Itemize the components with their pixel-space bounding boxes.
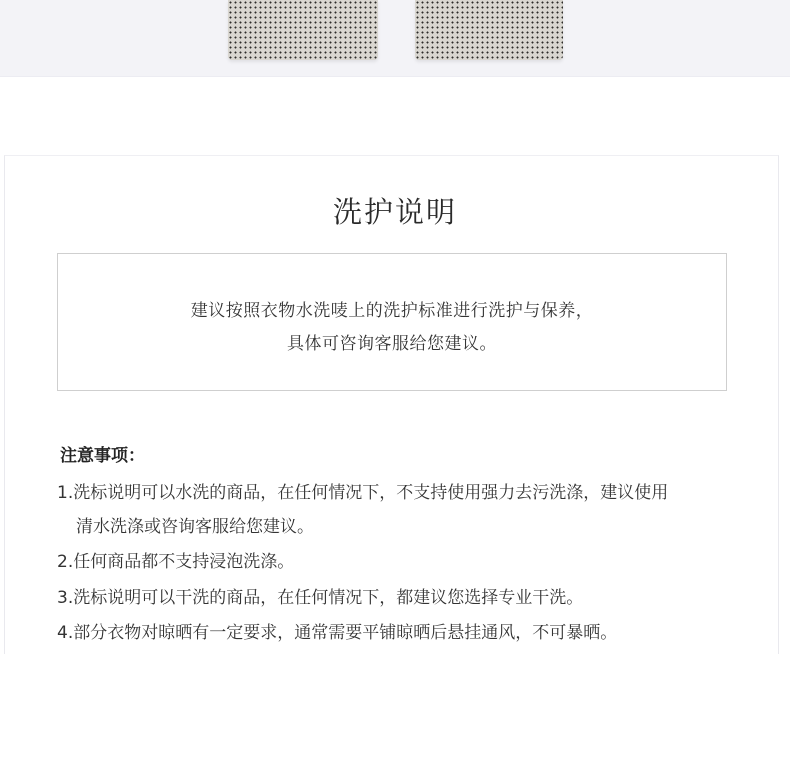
note-item-2: 2.任何商品都不支持浸泡洗涤。 [57,552,295,572]
note-item-1-continued: 清水洗涤或咨询客服给您建议。 [76,517,314,537]
section-title: 洗护说明 [332,195,457,229]
note-item-3: 3.洗标说明可以干洗的商品，在任何情况下，都建议您选择专业干洗。 [57,588,584,608]
note-item-1: 1.洗标说明可以水洗的商品，在任何情况下，不支持使用强力去污洗涤，建议使用 [57,483,669,503]
trouser-leg-right-image [415,0,563,60]
care-advice-box [57,253,727,391]
notes-heading: 注意事项： [60,446,145,466]
trouser-leg-left-image [228,0,378,60]
care-advice-line-1: 建议按照衣物水洗唛上的洗护标准进行洗护与保养， [190,301,594,321]
product-photo-band [0,0,790,77]
care-advice-line-2: 具体可咨询客服给您建议。 [287,334,497,354]
note-item-4: 4.部分衣物对晾晒有一定要求，通常需要平铺晾晒后悬挂通风，不可暴晒。 [57,623,618,643]
